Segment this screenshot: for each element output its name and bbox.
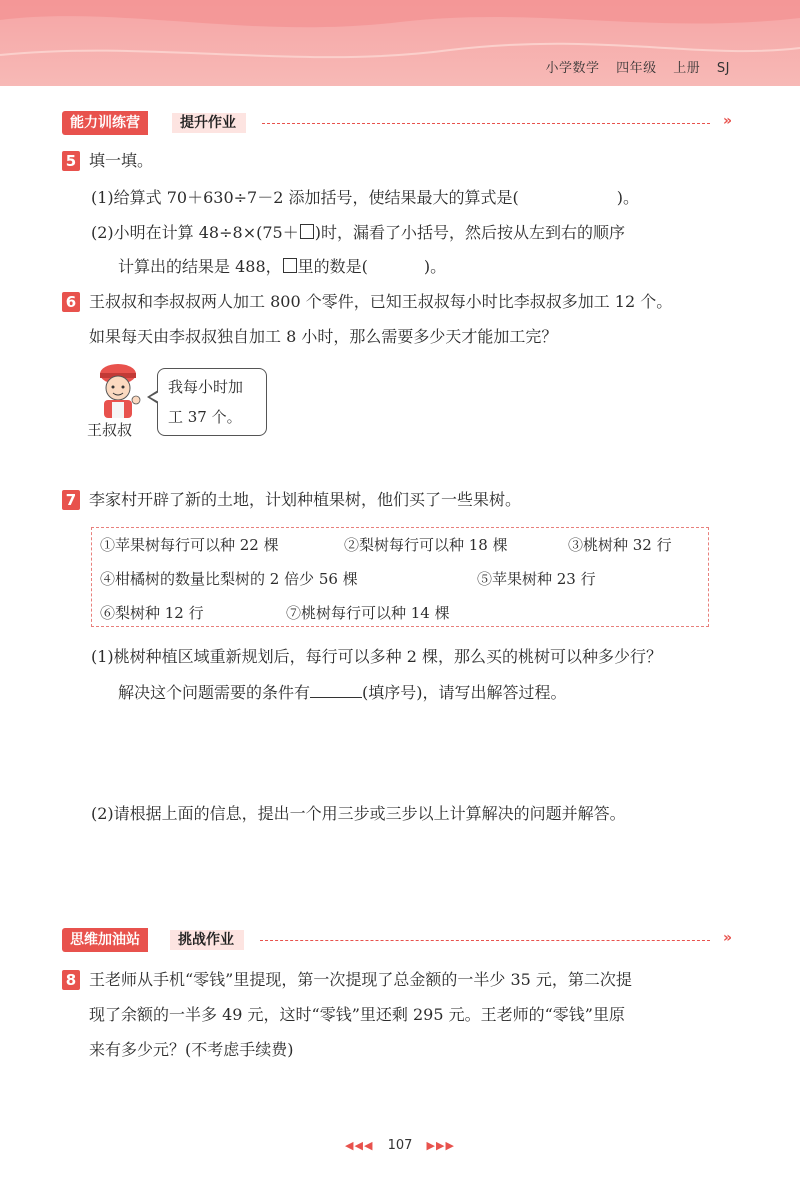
volume-label: 上册 <box>673 61 701 76</box>
banner-dashed-line <box>262 123 710 124</box>
answer-blank[interactable] <box>310 681 362 698</box>
condition-5: ⑤苹果树种 23 行 <box>477 570 596 588</box>
q5-part2-text: (2)小明在计算 48÷8×(75＋ <box>91 223 299 242</box>
q5-part2-text3: 计算出的结果是 488， <box>118 257 282 276</box>
question-number: 5 <box>62 151 80 171</box>
header-band <box>0 0 800 86</box>
worker-avatar-icon <box>88 360 148 420</box>
condition-3: ③桃树种 32 行 <box>568 536 672 554</box>
section-title: 能力训练营 <box>62 111 148 135</box>
conditions-box <box>91 527 709 627</box>
question-number: 8 <box>62 970 80 990</box>
book-meta <box>533 57 730 76</box>
condition-6: ⑥梨树种 12 行 <box>100 604 204 622</box>
question-number: 7 <box>62 490 80 510</box>
condition-7: ⑦桃树每行可以种 14 棵 <box>286 604 450 622</box>
section-banner-ability <box>62 111 732 135</box>
right-arrows-icon: ▶▶▶ <box>426 1139 455 1152</box>
q5-part2 <box>91 222 625 244</box>
section-subtitle: 提升作业 <box>172 113 246 133</box>
q7-part1-cont <box>118 681 567 704</box>
section-subtitle: 挑战作业 <box>170 930 244 950</box>
q5-part1 <box>91 187 639 209</box>
blank-square[interactable] <box>300 224 314 239</box>
bubble-line2: 工 37 个。 <box>168 408 242 426</box>
section-banner-challenge <box>62 928 732 952</box>
q7-intro: 李家村开辟了新的土地，计划种植果树，他们买了一些果树。 <box>89 490 522 509</box>
q5-part2-text2: )时，漏看了小括号，然后按从左到右的顺序 <box>314 223 625 242</box>
grade-label: 四年级 <box>616 61 657 76</box>
banner-dashed-line <box>260 940 710 941</box>
q7-part1-text: 解决这个问题需要的条件有 <box>118 683 311 702</box>
section-title: 思维加油站 <box>62 928 148 952</box>
q6-line1: 王叔叔和李叔叔两人加工 800 个零件，已知王叔叔每小时比李叔叔多加工 12 个。 <box>89 292 673 311</box>
subject-label: 小学数学 <box>545 61 600 76</box>
character-caption: 王叔叔 <box>87 421 133 439</box>
q7-part1-text2: (填序号)，请写出解答过程。 <box>362 683 567 702</box>
double-arrow-icon: » <box>722 113 732 129</box>
q5-part1-end: )。 <box>616 188 639 207</box>
left-arrows-icon: ◀◀◀ <box>345 1139 374 1152</box>
q8-line3: 来有多少元？(不考虑手续费) <box>89 1040 294 1059</box>
q5-part2-end: )。 <box>423 257 447 276</box>
q5-part2-cont <box>118 256 446 278</box>
double-arrow-icon: » <box>722 930 732 946</box>
q7-part2: (2)请根据上面的信息，提出一个用三步或三步以上计算解决的问题并解答。 <box>91 804 626 823</box>
edition-label: SJ <box>716 61 730 76</box>
condition-2: ②梨树每行可以种 18 棵 <box>344 536 508 554</box>
q7-part1: (1)桃树种植区域重新规划后，每行可以多种 2 棵，那么买的桃树可以种多少行？ <box>91 647 663 666</box>
bubble-line1: 我每小时加 <box>168 378 244 396</box>
condition-1: ①苹果树每行可以种 22 棵 <box>100 536 279 554</box>
question-title: 填一填。 <box>89 151 154 170</box>
q5-part2-text4: 里的数是( <box>297 257 368 276</box>
q8-line2: 现了余额的一半多 49 元，这时“零钱”里还剩 295 元。王老师的“零钱”里原 <box>89 1005 625 1024</box>
q8-line1: 王老师从手机“零钱”里提现，第一次提现了总金额的一半少 35 元，第二次提 <box>89 970 632 989</box>
speech-bubble <box>157 368 267 436</box>
page-footer <box>0 1138 800 1153</box>
speech-bubble-tail-inner <box>150 392 159 402</box>
q6-line2: 如果每天由李叔叔独自加工 8 小时，那么需要多少天才能加工完？ <box>89 327 558 346</box>
q5-part1-text: (1)给算式 70＋630÷7－2 添加括号，使结果最大的算式是( <box>91 188 519 207</box>
condition-4: ④柑橘树的数量比梨树的 2 倍少 56 棵 <box>100 570 358 588</box>
question-number: 6 <box>62 292 80 312</box>
blank-square[interactable] <box>283 258 297 273</box>
page-number: 107 <box>387 1138 413 1153</box>
